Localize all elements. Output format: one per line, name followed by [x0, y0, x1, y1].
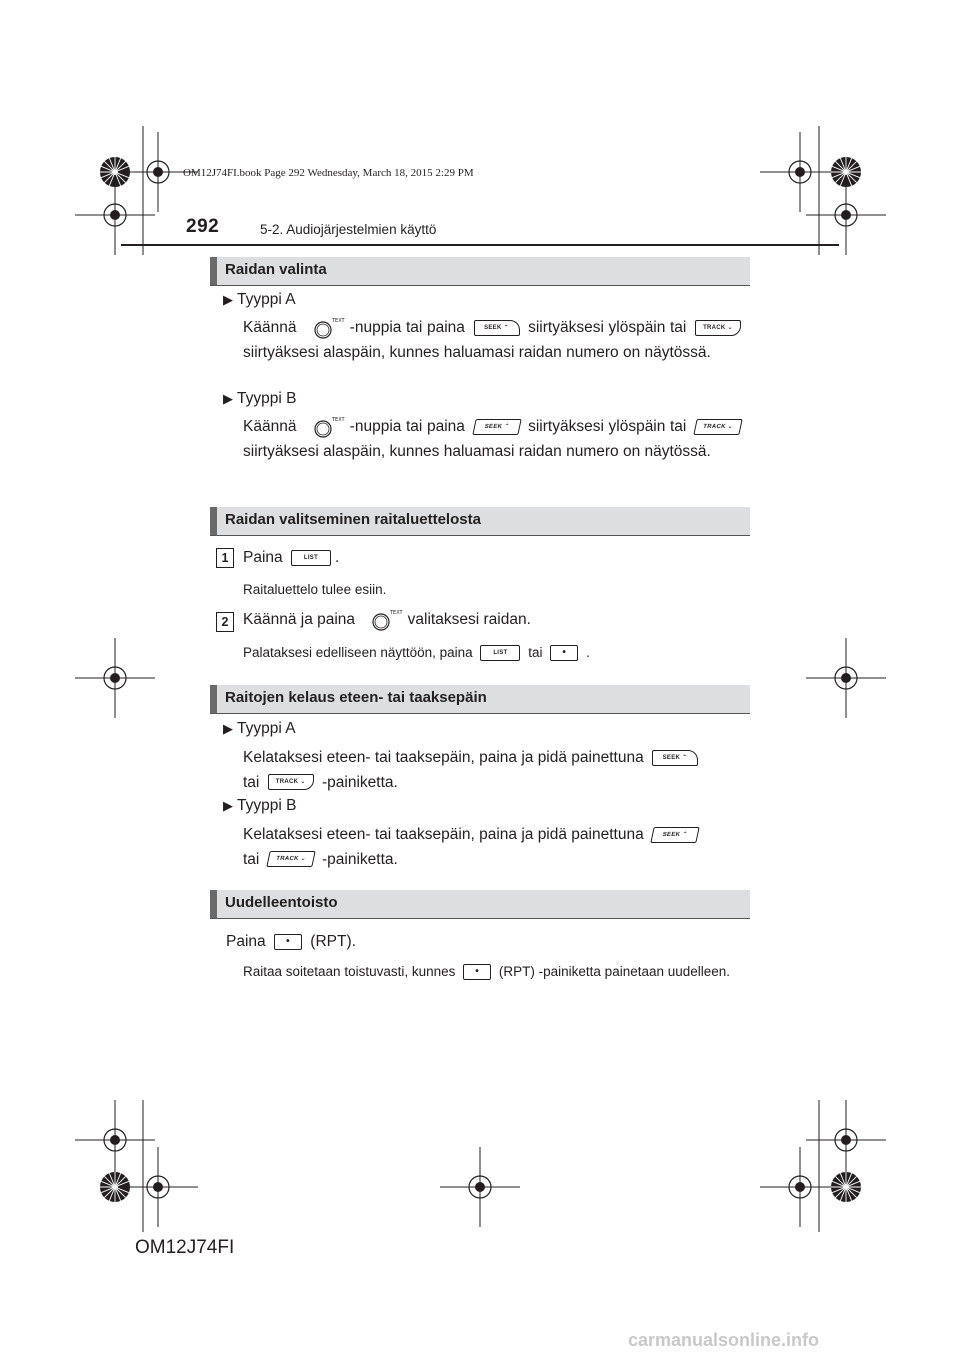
- watermark: carmanualsonline.info: [628, 1330, 820, 1350]
- rpt-button-icon: [274, 934, 302, 950]
- list-button-icon: LIST: [291, 550, 331, 566]
- section-heading: Raitojen kelaus eteen- tai taaksepäin: [210, 685, 750, 714]
- section-heading: Raidan valinta: [210, 257, 750, 286]
- step-2-note: Palataksesi edelliseen näyttöön, paina LIST tai • .: [243, 641, 745, 666]
- type-a-label: ▶ Tyyppi A: [223, 720, 296, 737]
- track-button-icon: TRACK ⌄: [268, 774, 314, 790]
- type-a-label: ▶ Tyyppi A: [223, 291, 296, 308]
- seek-button-icon: SEEK ⌃: [650, 827, 699, 843]
- tune-knob-icon: [305, 316, 345, 340]
- type-a-paragraph: Käännä TEXT -nuppia tai paina SEEK ⌃ siirtyäksesi ylöspäin tai TRACK ⌄ siirtyäksesi alaspäin, kunnes haluamasi raidan numero on näytössä.: [243, 316, 745, 365]
- triangle-bullet-icon: ▶: [223, 721, 233, 736]
- rpt-button-icon: [463, 964, 491, 980]
- type-a-ff-paragraph: Kelataksesi eteen- tai taaksepäin, paina ja pidä painettuna SEEK ⌃ tai TRACK ⌄ -painiketta.: [243, 746, 745, 795]
- type-b-ff-paragraph: Kelataksesi eteen- tai taaksepäin, paina ja pidä painettuna SEEK ⌃ tai TRACK ⌄ -painiketta.: [243, 823, 745, 872]
- section-title: 5-2. Audiojärjestelmien käyttö: [260, 222, 437, 237]
- tune-knob-icon: [305, 415, 345, 439]
- track-button-icon: TRACK ⌄: [266, 851, 315, 867]
- triangle-bullet-icon: ▶: [223, 292, 233, 307]
- svg-text:TEXT: TEXT: [332, 318, 345, 324]
- section-heading: Uudelleentoisto: [210, 890, 750, 919]
- svg-text:TEXT: TEXT: [332, 417, 345, 423]
- step-number: 1: [216, 548, 234, 568]
- document-code: OM12J74FI: [135, 1237, 235, 1258]
- type-b-paragraph: Käännä TEXT -nuppia tai paina SEEK ⌃ siirtyäksesi ylöspäin tai TRACK ⌄ siirtyäksesi alaspäin, kunnes haluamasi raidan numero on näytössä.: [243, 415, 745, 464]
- track-button-icon: TRACK ⌄: [695, 320, 741, 336]
- track-button-icon: TRACK ⌄: [693, 419, 742, 435]
- header-rule: [121, 244, 839, 246]
- tune-knob-icon: [363, 608, 403, 632]
- page-number: 292: [186, 216, 220, 237]
- book-info: OM12J74FI.book Page 292 Wednesday, March 18, 2015 2:29 PM: [183, 167, 474, 179]
- step-1-text: Paina LIST .: [243, 549, 340, 566]
- seek-button-icon: SEEK ⌃: [472, 419, 521, 435]
- seek-button-icon: SEEK ⌃: [474, 320, 520, 336]
- seek-button-icon: SEEK ⌃: [652, 750, 698, 766]
- step-2-text: Käännä ja paina TEXT valitaksesi raidan.: [243, 608, 745, 633]
- list-button-icon: LIST: [480, 645, 520, 661]
- type-b-label: ▶ Tyyppi B: [223, 390, 297, 407]
- repeat-note: Raitaa soitetaan toistuvasti, kunnes • (RPT) -painiketta painetaan uudelleen.: [243, 961, 745, 983]
- back-button-icon: [550, 645, 578, 661]
- section-heading: Raidan valitseminen raitaluettelosta: [210, 507, 750, 536]
- type-b-label: ▶ Tyyppi B: [223, 797, 297, 814]
- step-1-note: Raitaluettelo tulee esiin.: [243, 582, 387, 597]
- svg-text:TEXT: TEXT: [390, 610, 403, 616]
- step-number: 2: [216, 612, 234, 632]
- triangle-bullet-icon: ▶: [223, 391, 233, 406]
- repeat-text: Paina • (RPT).: [226, 930, 356, 955]
- triangle-bullet-icon: ▶: [223, 798, 233, 813]
